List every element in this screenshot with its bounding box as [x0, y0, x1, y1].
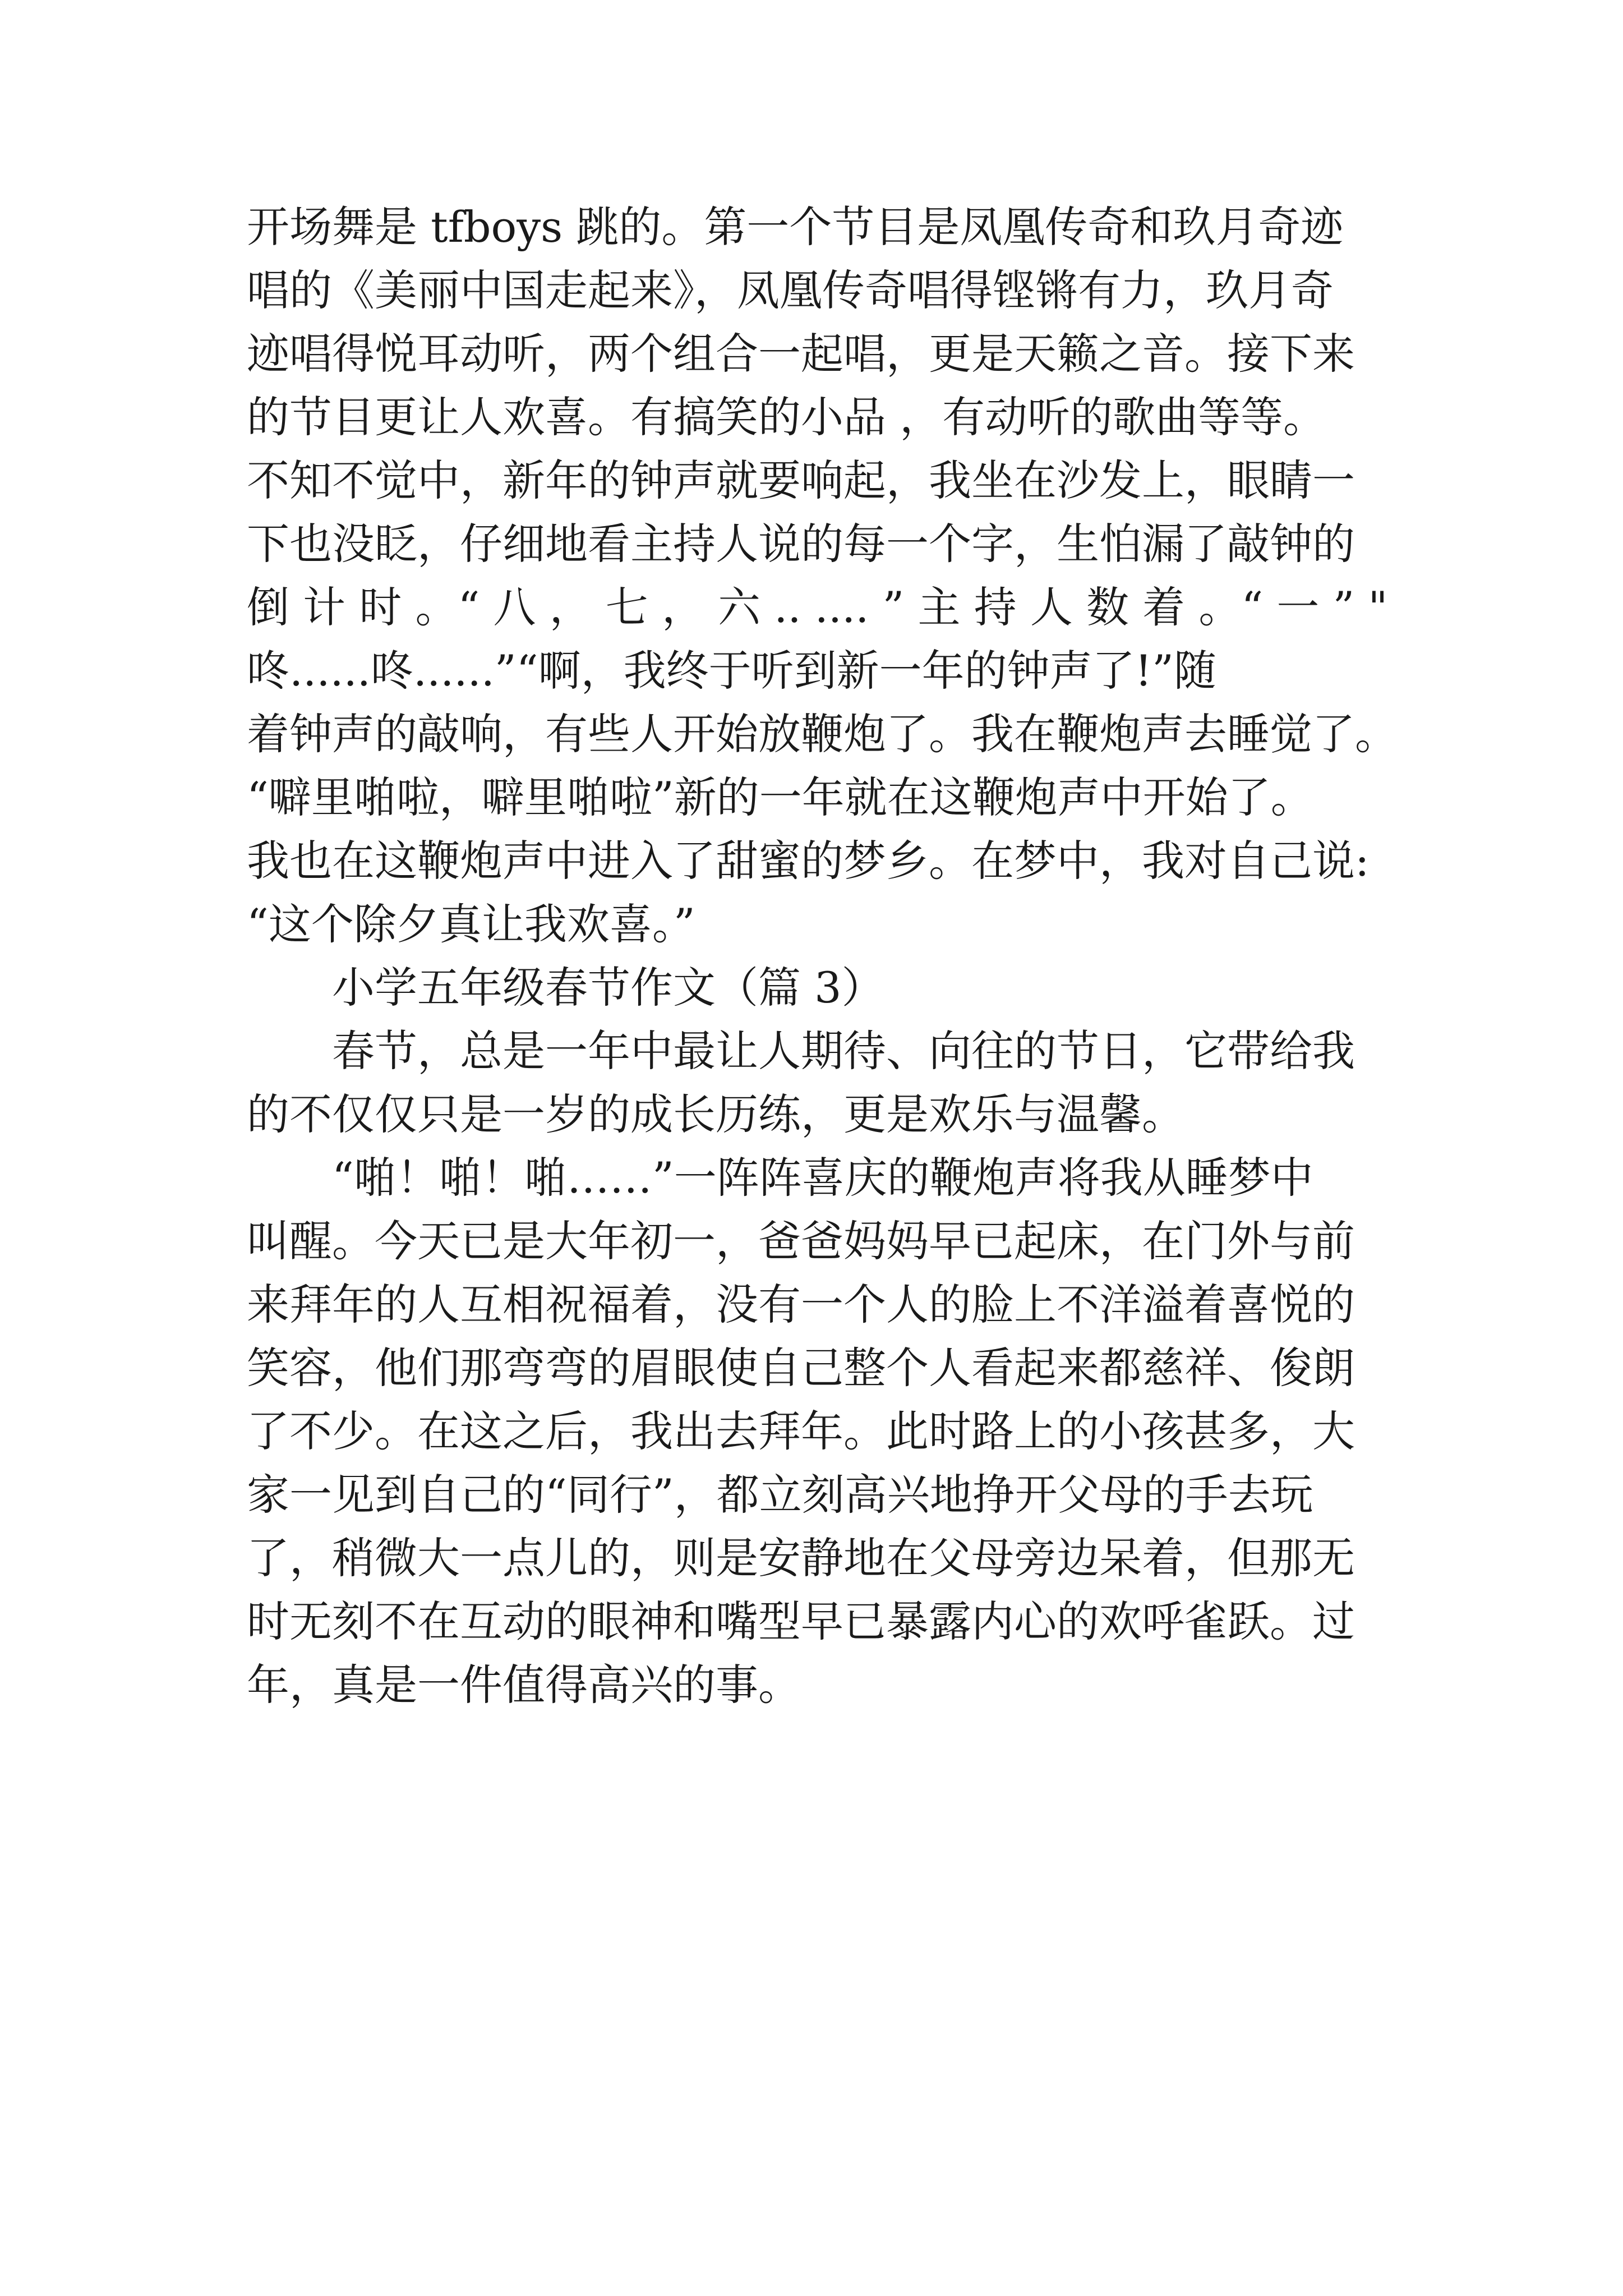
text-line: 开场舞是 tfboys 跳的。第一个节目是凤凰传奇和玖月奇迹: [247, 202, 1344, 252]
text-line: 的不仅仅只是一岁的成长历练，更是欢乐与温馨。: [247, 1089, 1184, 1139]
text-line: 了不少。在这之后，我出去拜年。此时路上的小孩甚多，大: [247, 1406, 1355, 1456]
text-line: 我也在这鞭炮声中进入了甜蜜的梦乡。在梦中，我对自己说:: [247, 836, 1370, 886]
text-line: 倒 计 时 。“ 八 ， 七 ， 六 .. .... ” 主 持 人 数 着 。“ 一 ” ": [247, 582, 1388, 632]
text-line: 下也没眨，仔细地看主持人说的每一个字，生怕漏了敲钟的: [247, 519, 1355, 569]
text-line: 春节，总是一年中最让人期待、向往的节日，它带给我: [332, 1026, 1355, 1076]
text-line: 时无刻不在互动的眼神和嘴型早已暴露内心的欢呼雀跃。过: [247, 1596, 1355, 1646]
text-line: 不知不觉中，新年的钟声就要响起，我坐在沙发上，眼睛一: [247, 455, 1355, 505]
text-line: “噼里啪啦，噼里啪啦”新的一年就在这鞭炮声中开始了。: [247, 772, 1313, 822]
text-line: 咚......咚......”“啊，我终于听到新一年的钟声了!”随: [247, 646, 1216, 696]
text-line: 叫醒。今天已是大年初一，爸爸妈妈早已起床，在门外与前: [247, 1216, 1355, 1266]
text-line: 笑容，他们那弯弯的眉眼使自己整个人看起来都慈祥、俊朗: [247, 1343, 1355, 1393]
text-line: 迹唱得悦耳动听，两个组合一起唱，更是天籁之音。接下来: [247, 329, 1355, 379]
text-line: 年，真是一件值得高兴的事。: [247, 1660, 801, 1710]
text-line: “啪！啪！啪……”一阵阵喜庆的鞭炮声将我从睡梦中: [332, 1153, 1313, 1203]
text-line: 家一见到自己的“同行”，都立刻高兴地挣开父母的手去玩: [247, 1470, 1313, 1520]
text-line: 着钟声的敲响，有些人开始放鞭炮了。我在鞭炮声去睡觉了。: [247, 709, 1398, 759]
text-line: 唱的《美丽中国走起来》，凤凰传奇唱得铿锵有力，玖月奇: [247, 265, 1334, 315]
text-line: 了，稍微大一点儿的，则是安静地在父母旁边呆着，但那无: [247, 1533, 1355, 1583]
text-line: “这个除夕真让我欢喜。”: [247, 899, 695, 949]
essay-body: [247, 195, 1396, 1717]
text-line: 来拜年的人互相祝福着，没有一个人的脸上不洋溢着喜悦的: [247, 1280, 1355, 1329]
section-heading: 小学五年级春节作文（篇 3）: [332, 963, 884, 1013]
text-line: 的节目更让人欢喜。有搞笑的小品 ，有动听的歌曲等等。: [247, 392, 1326, 442]
